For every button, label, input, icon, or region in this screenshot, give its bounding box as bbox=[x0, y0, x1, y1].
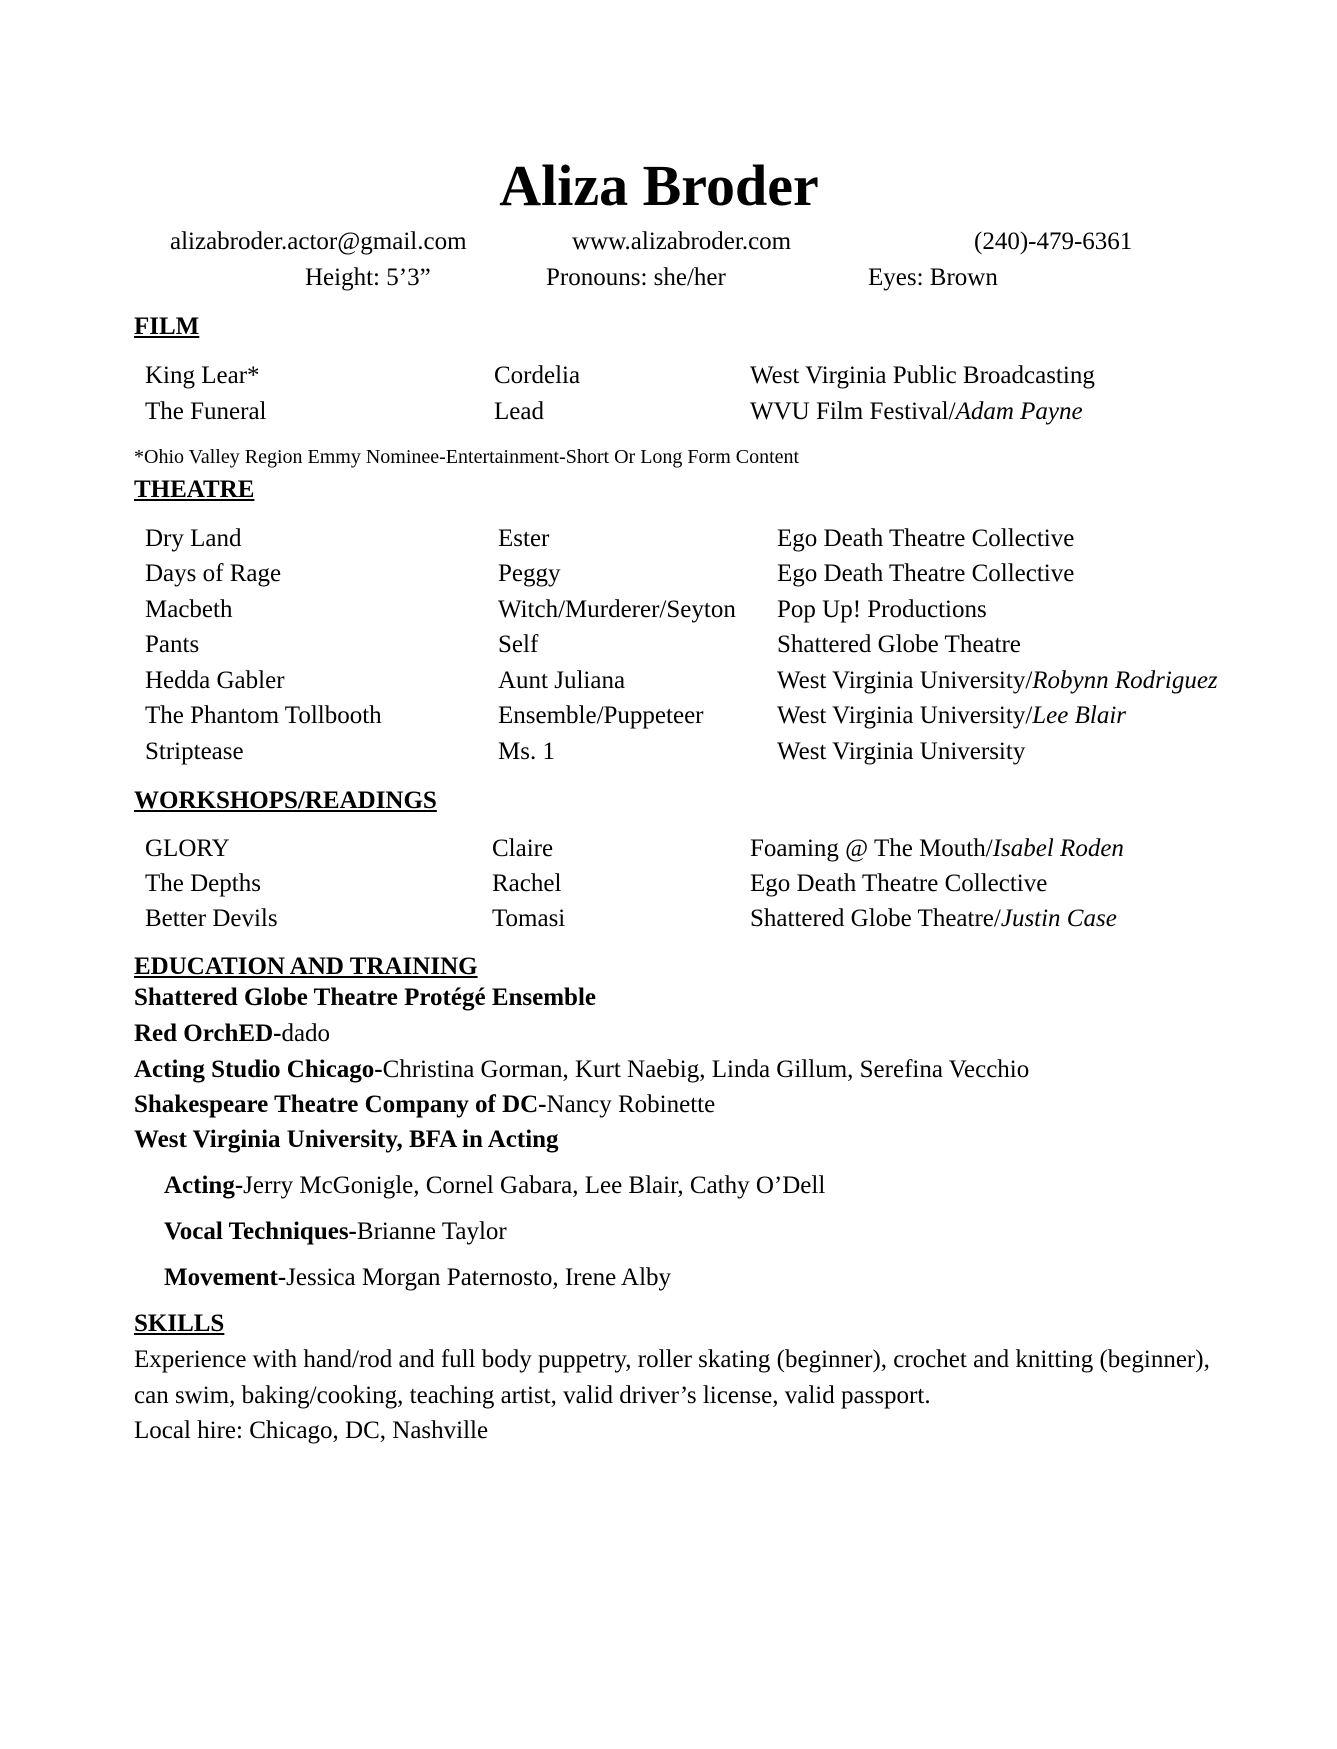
email[interactable]: alizabroder.actor@gmail.com bbox=[170, 228, 467, 255]
workshop-title: GLORY bbox=[145, 835, 230, 862]
section-heading-skills: SKILLS bbox=[134, 1310, 225, 1337]
pronouns: Pronouns: she/her bbox=[546, 264, 726, 291]
film-company: West Virginia Public Broadcasting bbox=[750, 362, 1095, 389]
website[interactable]: www.alizabroder.com bbox=[572, 228, 792, 255]
theatre-title: Dry Land bbox=[145, 525, 242, 552]
workshop-company: Shattered Globe Theatre/Justin Case bbox=[750, 905, 1117, 932]
theatre-role: Ensemble/Puppeteer bbox=[498, 702, 704, 729]
theatre-company: West Virginia University/Lee Blair bbox=[777, 702, 1127, 729]
theatre-role: Aunt Juliana bbox=[498, 667, 626, 694]
resume-name: Aliza Broder bbox=[499, 153, 819, 218]
section-heading-workshops: WORKSHOPS/READINGS bbox=[134, 787, 437, 814]
education-line: Shakespeare Theatre Company of DC-Nancy Robinette bbox=[134, 1091, 716, 1118]
theatre-role: Ms. 1 bbox=[498, 738, 555, 765]
theatre-role: Ester bbox=[498, 525, 550, 552]
theatre-role: Self bbox=[498, 631, 539, 658]
skills-text bbox=[134, 1342, 1234, 1449]
height: Height: 5’3” bbox=[305, 264, 431, 291]
theatre-role: Witch/Murderer/Seyton bbox=[498, 596, 736, 623]
training-line: Acting-Jerry McGonigle, Cornel Gabara, Lee Blair, Cathy O’Dell bbox=[164, 1172, 826, 1199]
theatre-company: West Virginia University bbox=[777, 738, 1026, 765]
education-line: West Virginia University, BFA in Acting bbox=[134, 1126, 559, 1153]
theatre-title: Macbeth bbox=[145, 596, 233, 623]
theatre-company: Ego Death Theatre Collective bbox=[777, 560, 1075, 587]
film-role: Cordelia bbox=[494, 362, 581, 389]
phone: (240)-479-6361 bbox=[974, 228, 1133, 255]
workshop-company: Ego Death Theatre Collective bbox=[750, 870, 1048, 897]
workshop-title: The Depths bbox=[145, 870, 261, 897]
film-title: The Funeral bbox=[145, 398, 267, 425]
workshop-role: Claire bbox=[492, 835, 554, 862]
education-line: Acting Studio Chicago-Christina Gorman, Kurt Naebig, Linda Gillum, Serefina Vecchio bbox=[134, 1056, 1030, 1083]
workshop-role: Rachel bbox=[492, 870, 562, 897]
theatre-title: Days of Rage bbox=[145, 560, 282, 587]
theatre-company: West Virginia University/Robynn Rodriguez bbox=[777, 667, 1218, 694]
film-footnote: *Ohio Valley Region Emmy Nominee-Entertainment-Short Or Long Form Content bbox=[134, 446, 800, 468]
section-heading-theatre: THEATRE bbox=[134, 476, 255, 503]
theatre-company: Ego Death Theatre Collective bbox=[777, 525, 1075, 552]
theatre-title: The Phantom Tollbooth bbox=[145, 702, 382, 729]
training-line: Movement-Jessica Morgan Paternosto, Irene Alby bbox=[164, 1264, 672, 1291]
theatre-role: Peggy bbox=[498, 560, 561, 587]
workshop-role: Tomasi bbox=[492, 905, 566, 932]
film-role: Lead bbox=[494, 398, 544, 425]
film-title: King Lear* bbox=[145, 362, 260, 389]
theatre-company: Pop Up! Productions bbox=[777, 596, 987, 623]
theatre-title: Striptease bbox=[145, 738, 244, 765]
education-line: Shattered Globe Theatre Protégé Ensemble bbox=[134, 984, 596, 1011]
training-line: Vocal Techniques-Brianne Taylor bbox=[164, 1218, 507, 1245]
theatre-company: Shattered Globe Theatre bbox=[777, 631, 1021, 658]
workshop-company: Foaming @ The Mouth/Isabel Roden bbox=[750, 835, 1124, 862]
theatre-title: Hedda Gabler bbox=[145, 667, 285, 694]
eye-color: Eyes: Brown bbox=[868, 264, 998, 291]
workshop-title: Better Devils bbox=[145, 905, 278, 932]
theatre-title: Pants bbox=[145, 631, 200, 658]
section-heading-film: FILM bbox=[134, 313, 200, 340]
film-company: WVU Film Festival/Adam Payne bbox=[750, 398, 1083, 425]
education-line: Red OrchED-dado bbox=[134, 1020, 331, 1047]
local-hire: Local hire: Chicago, DC, Nashville bbox=[134, 1417, 489, 1444]
skills-description: Experience with hand/rod and full body puppetry, roller skating (beginner), crochet and knitting (beginner), can swim, baking/cooking, teaching artist, valid driver’s license, valid passport. bbox=[134, 1346, 1210, 1409]
section-heading-education: EDUCATION AND TRAINING bbox=[134, 953, 478, 980]
